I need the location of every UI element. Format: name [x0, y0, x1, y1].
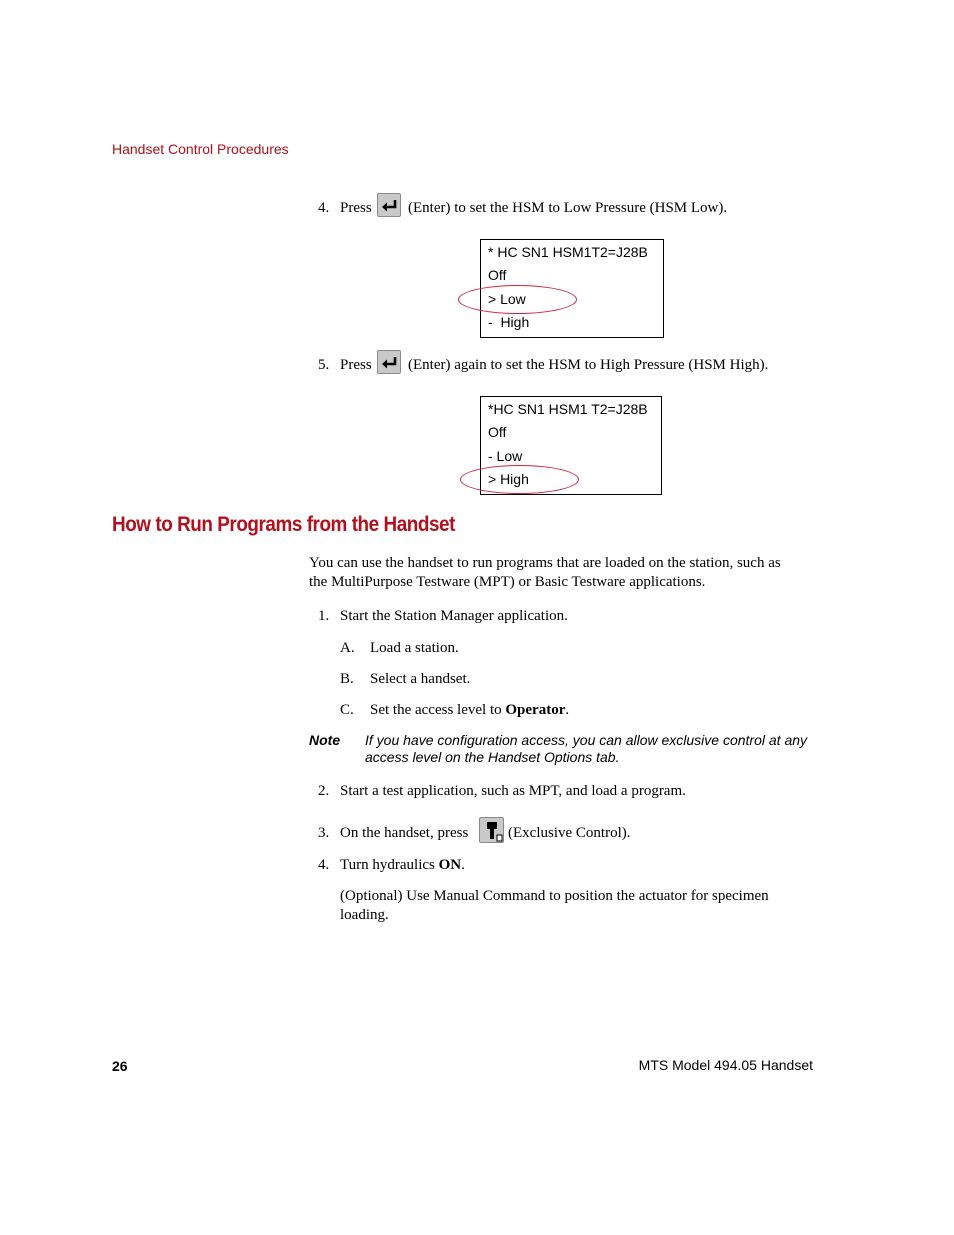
handset-key-icon — [479, 817, 504, 843]
step-1-text: Start the Station Manager application. — [340, 608, 568, 624]
display-line: Off — [488, 424, 507, 440]
running-header: Handset Control Procedures — [112, 141, 289, 157]
step-3-number: 3. — [318, 825, 330, 841]
optional-line-2: loading. — [340, 907, 389, 923]
section-heading: How to Run Programs from the Handset — [112, 513, 455, 536]
highlight-ellipse — [460, 465, 579, 494]
hydraulics-on: ON — [438, 857, 462, 873]
display-line: Off — [488, 267, 507, 283]
step-4-press-text: Press — [340, 200, 372, 216]
display-line: > High — [488, 471, 529, 487]
substep-c-letter: C. — [340, 702, 354, 718]
step-5-description: (Enter) again to set the HSM to High Pressure (HSM High). — [408, 357, 769, 373]
note-line-1: If you have configuration access, you can allow exclusive control at any — [365, 732, 808, 748]
page-number: 26 — [112, 1058, 128, 1074]
step-4-description: (Enter) to set the HSM to Low Pressure (HSM Low). — [408, 200, 728, 216]
step-4-number: 4. — [318, 857, 330, 873]
highlight-ellipse — [458, 285, 577, 314]
footer-title: MTS Model 494.05 Handset — [638, 1057, 813, 1073]
optional-line-1: (Optional) Use Manual Command to position the actuator for specimen — [340, 888, 769, 904]
display-line: > Low — [488, 291, 526, 307]
step-2-text: Start a test application, such as MPT, and load a program. — [340, 783, 686, 799]
note-line-2: access level on the Handset Options tab. — [365, 749, 620, 765]
substep-c-text — [370, 701, 569, 720]
substep-c-text-before: Set the access level to — [370, 702, 506, 718]
step-4-text — [340, 856, 465, 875]
step-3-description: (Exclusive Control). — [508, 825, 631, 841]
substep-b-text: Select a handset. — [370, 671, 471, 687]
step-5-number: 5. — [318, 357, 330, 373]
step-1-number: 1. — [318, 608, 330, 624]
display-line: - High — [488, 314, 530, 330]
display-line: *HC SN1 HSM1 T2=J28B — [488, 401, 648, 417]
substep-a-text: Load a station. — [370, 640, 459, 656]
enter-key-icon — [377, 350, 401, 374]
substep-a-letter: A. — [340, 640, 355, 656]
substep-b-letter: B. — [340, 671, 354, 687]
intro-line-1: You can use the handset to run programs that are loaded on the station, such as — [309, 555, 781, 571]
note-label: Note — [309, 732, 341, 748]
step-5-press-text: Press — [340, 357, 372, 373]
step-3-press-text: On the handset, press — [340, 825, 469, 841]
display-line: - Low — [488, 448, 523, 464]
substep-c-text-after: . — [565, 702, 570, 718]
display-line: * HC SN1 HSM1T2=J28B — [488, 244, 648, 260]
step-4-number: 4. — [318, 200, 330, 216]
note-text — [365, 732, 815, 766]
step-4-text-before: Turn hydraulics — [340, 857, 439, 873]
operator-level: Operator — [505, 702, 566, 718]
intro-line-2: the MultiPurpose Testware (MPT) or Basic Testware applications. — [309, 574, 706, 590]
step-4-text-after: . — [461, 857, 465, 873]
enter-key-icon — [377, 193, 401, 217]
step-2-number: 2. — [318, 783, 330, 799]
